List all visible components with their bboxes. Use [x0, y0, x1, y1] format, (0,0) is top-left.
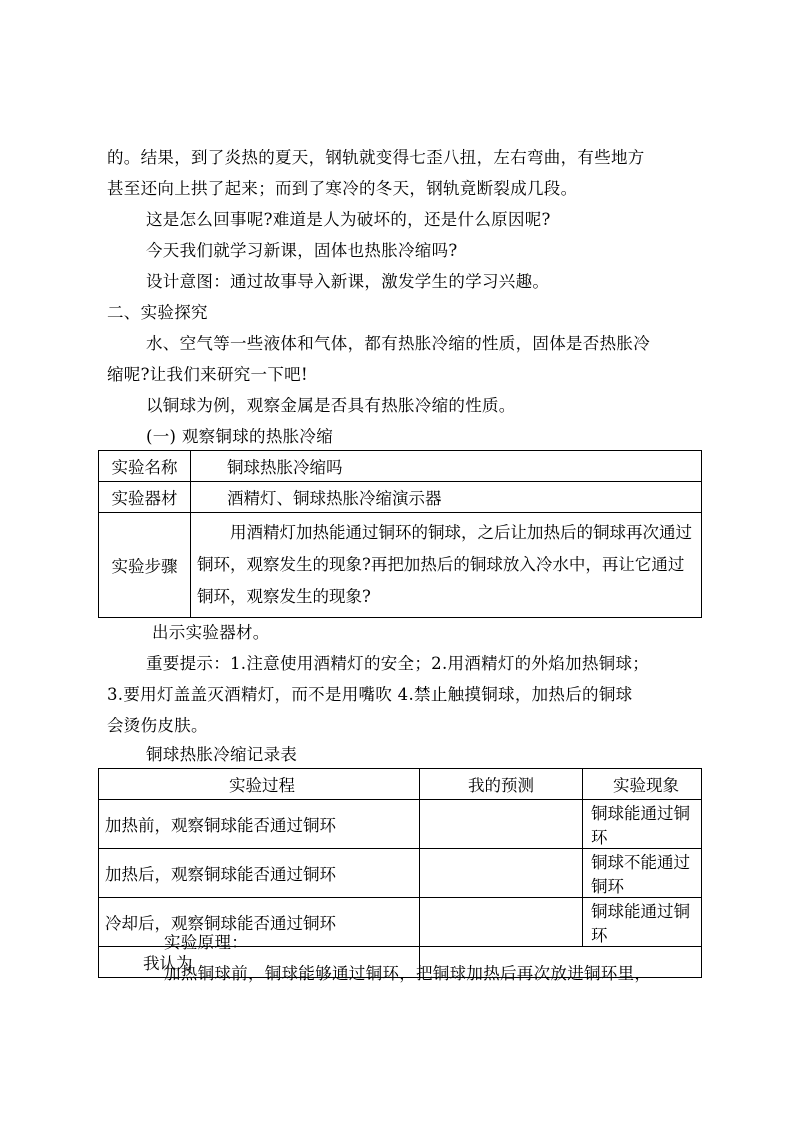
column-header: 实验现象	[583, 769, 702, 800]
paragraph-line: 3.要用灯盖盖灭酒精灯，而不是用嘴吹 4.禁止触摸铜球，加热后的铜球	[107, 685, 633, 704]
table-cell-label: 实验步骤	[99, 513, 191, 618]
paragraph-line: 甚至还向上拱了起来；而到了寒冷的冬天，钢轨竟断裂成几段。	[107, 179, 578, 198]
table-cell: 铜球不能通过铜环	[583, 849, 702, 898]
column-header: 实验过程	[99, 769, 420, 800]
table-cell: 加热前，观察铜球能否通过铜环	[99, 800, 420, 849]
section-heading: 二、实验探究	[107, 303, 208, 322]
table-header-row	[99, 769, 702, 800]
paragraph-line: 以铜球为例，观察金属是否具有热胀冷缩的性质。	[146, 396, 516, 415]
experiment-table	[98, 450, 702, 618]
paragraph-line: 水、空气等一些液体和气体，都有热胀冷缩的性质，固体是否热胀冷	[146, 334, 650, 353]
table-cell: 冷却后，观察铜球能否通过铜环	[99, 898, 420, 947]
paragraph-line: 实验原理：	[164, 933, 248, 952]
paragraph-line: 今天我们就学习新课，固体也热胀冷缩吗?	[146, 241, 458, 260]
paragraph-line: 会烫伤皮肤。	[107, 716, 208, 735]
table-title: 铜球热胀冷缩记录表	[146, 745, 298, 764]
paragraph-line: 这是怎么回事呢?难道是人为破坏的，还是什么原因呢?	[146, 210, 551, 229]
table-cell	[420, 800, 583, 849]
table-cell-label: 实验名称	[99, 451, 191, 482]
table-cell-label: 实验器材	[99, 482, 191, 513]
table-cell: 铜球能通过铜环	[583, 800, 702, 849]
paragraph-line: 的。结果，到了炎热的夏天，钢轨就变得七歪八扭，左右弯曲，有些地方	[107, 148, 645, 167]
paragraph-line: 加热铜球前，铜球能够通过铜环，把铜球加热后再次放进铜环里，	[164, 964, 652, 983]
design-intent-line: 设计意图：通过故事导入新课，激发学生的学习兴趣。	[146, 272, 550, 291]
column-header: 我的预测	[420, 769, 583, 800]
table-row	[99, 451, 702, 482]
table-cell-value: 酒精灯、铜球热胀冷缩演示器	[191, 482, 702, 513]
paragraph-line: 缩呢?让我们来研究一下吧!	[107, 365, 308, 384]
paragraph-line: 出示实验器材。	[152, 623, 270, 642]
table-row	[99, 482, 702, 513]
table-row	[99, 513, 702, 618]
table-cell	[420, 849, 583, 898]
table-cell-value: 用酒精灯加热能通过铜环的铜球，之后让加热后的铜球再次通过铜环，观察发生的现象?再把加热后的铜球放入冷水中，再让它通过铜环，观察发生的现象?	[191, 513, 702, 618]
table-cell: 铜球能通过铜环	[583, 898, 702, 947]
table-row	[99, 849, 702, 898]
table-cell-value: 铜球热胀冷缩吗	[191, 451, 702, 482]
table-cell: 我认为	[99, 947, 420, 978]
paragraph-line: 重要提示：1.注意使用酒精灯的安全；2.用酒精灯的外焰加热铜球；	[146, 654, 650, 673]
table-cell: 加热后，观察铜球能否通过铜环	[99, 849, 420, 898]
table-row	[99, 800, 702, 849]
table-cell	[420, 898, 583, 947]
subsection-heading: (一) 观察铜球的热胀冷缩	[146, 427, 334, 446]
